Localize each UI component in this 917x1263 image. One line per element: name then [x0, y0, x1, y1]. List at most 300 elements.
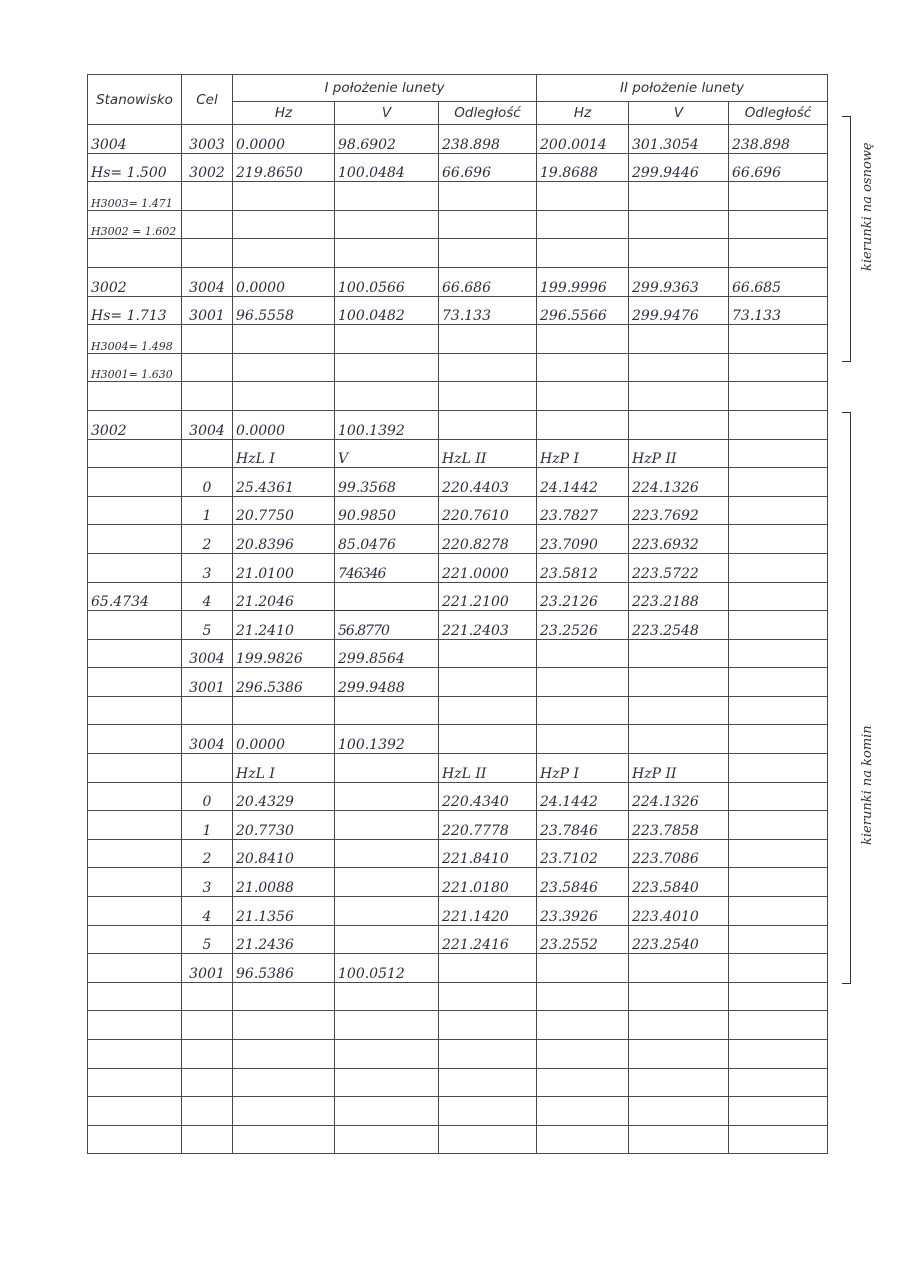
table-cell: HzL II [439, 439, 537, 468]
table-cell [729, 696, 828, 725]
table-row [88, 239, 828, 268]
table-cell [537, 353, 629, 382]
table-row [88, 668, 828, 697]
table-cell [88, 639, 182, 668]
brace-bottom [842, 412, 851, 984]
table-cell [629, 982, 729, 1011]
table-cell: 219.8650 [233, 153, 335, 182]
table-cell [335, 382, 439, 411]
table-cell [182, 1125, 233, 1154]
table-cell [729, 1125, 828, 1154]
table-cell [537, 182, 629, 211]
table-cell [629, 954, 729, 983]
table-row [88, 1125, 828, 1154]
table-cell [537, 1097, 629, 1126]
table-cell [335, 839, 439, 868]
table-cell: 2 [182, 525, 233, 554]
table-cell: 21.0100 [233, 553, 335, 582]
table-cell: 20.7730 [233, 811, 335, 840]
table-cell [182, 1068, 233, 1097]
table-cell [729, 925, 828, 954]
table-cell: 21.2410 [233, 611, 335, 640]
table-cell [729, 839, 828, 868]
table-cell [729, 897, 828, 926]
table-row [88, 496, 828, 525]
table-cell [729, 1068, 828, 1097]
table-cell [439, 325, 537, 354]
table-cell: 3003 [182, 125, 233, 154]
table-row [88, 868, 828, 897]
table-cell [439, 1068, 537, 1097]
table-cell: 3004 [182, 639, 233, 668]
table-cell [729, 982, 828, 1011]
table-cell: 23.2552 [537, 925, 629, 954]
table-cell: 3001 [182, 668, 233, 697]
table-cell [729, 553, 828, 582]
table-cell [629, 639, 729, 668]
table-cell [182, 353, 233, 382]
table-cell: 90.9850 [335, 496, 439, 525]
table-cell: H3003= 1.471 [88, 182, 182, 211]
table-cell [729, 410, 828, 439]
table-cell: HzL II [439, 754, 537, 783]
table-row [88, 125, 828, 154]
table-row [88, 267, 828, 296]
table-cell [729, 954, 828, 983]
table-cell: 23.7827 [537, 496, 629, 525]
table-cell [439, 696, 537, 725]
table-cell [88, 811, 182, 840]
table-cell: 3001 [182, 296, 233, 325]
table-cell: 0.0000 [233, 410, 335, 439]
table-row [88, 1011, 828, 1040]
table-cell: 223.7858 [629, 811, 729, 840]
table-cell [88, 1125, 182, 1154]
table-row [88, 611, 828, 640]
table-cell [537, 1011, 629, 1040]
table-cell: 0 [182, 468, 233, 497]
table-row [88, 210, 828, 239]
table-cell: 5 [182, 925, 233, 954]
table-cell [88, 925, 182, 954]
table-cell [537, 239, 629, 268]
brace-top [842, 116, 851, 362]
table-cell [88, 553, 182, 582]
table-cell: 221.2403 [439, 611, 537, 640]
table-cell: 23.7090 [537, 525, 629, 554]
table-cell: 238.898 [729, 125, 828, 154]
header-cel: Cel [182, 75, 233, 125]
table-row [88, 754, 828, 783]
table-cell [537, 1068, 629, 1097]
table-cell [537, 382, 629, 411]
table-cell: 25.4361 [233, 468, 335, 497]
table-cell [729, 239, 828, 268]
table-cell [537, 1040, 629, 1069]
table-cell: 5 [182, 611, 233, 640]
table-cell: 21.2046 [233, 582, 335, 611]
table-cell [729, 353, 828, 382]
table-cell: 299.9488 [335, 668, 439, 697]
table-cell: HzP II [629, 754, 729, 783]
header-hz-2: Hz [537, 102, 629, 125]
table-cell [88, 668, 182, 697]
table-cell: 23.2526 [537, 611, 629, 640]
table-cell: 296.5386 [233, 668, 335, 697]
table-cell: 299.9446 [629, 153, 729, 182]
table-row [88, 410, 828, 439]
table-cell: H3002 = 1.602 [88, 210, 182, 239]
table-cell: 223.4010 [629, 897, 729, 926]
header-group-1: I położenie lunety [233, 75, 537, 102]
table-cell: 3004 [182, 267, 233, 296]
table-cell [629, 1125, 729, 1154]
table-cell: 223.6932 [629, 525, 729, 554]
table-cell: 2 [182, 839, 233, 868]
table-cell: 299.9363 [629, 267, 729, 296]
table-cell: 100.0482 [335, 296, 439, 325]
table-cell [439, 1011, 537, 1040]
table-cell [88, 954, 182, 983]
table-cell: H3004= 1.498 [88, 325, 182, 354]
table-cell [88, 725, 182, 754]
table-cell: 223.2188 [629, 582, 729, 611]
header-distance-2: Odległość [729, 102, 828, 125]
table-cell [629, 410, 729, 439]
table-cell: 19.8688 [537, 153, 629, 182]
table-cell: 24.1442 [537, 468, 629, 497]
table-cell [629, 353, 729, 382]
table-cell: 3 [182, 868, 233, 897]
table-cell: 223.7692 [629, 496, 729, 525]
table-cell [629, 182, 729, 211]
table-cell [182, 439, 233, 468]
table-cell: 100.0566 [335, 267, 439, 296]
table-cell [439, 410, 537, 439]
table-cell [88, 754, 182, 783]
table-cell [88, 468, 182, 497]
table-cell [537, 639, 629, 668]
table-cell: 20.8396 [233, 525, 335, 554]
table-row [88, 325, 828, 354]
table-cell [88, 1011, 182, 1040]
table-cell: 301.3054 [629, 125, 729, 154]
table-cell [729, 754, 828, 783]
table-cell [629, 696, 729, 725]
table-cell: 98.6902 [335, 125, 439, 154]
table-cell [182, 382, 233, 411]
table-cell [537, 410, 629, 439]
table-cell: 0.0000 [233, 725, 335, 754]
table-cell [233, 982, 335, 1011]
table-cell: 4 [182, 582, 233, 611]
table-cell: 3002 [182, 153, 233, 182]
table-cell [729, 868, 828, 897]
table-cell [233, 210, 335, 239]
table-row [88, 639, 828, 668]
table-row [88, 811, 828, 840]
table-row [88, 839, 828, 868]
table-cell [335, 1125, 439, 1154]
table-cell: 0.0000 [233, 125, 335, 154]
table-cell [335, 925, 439, 954]
table-cell: 1 [182, 811, 233, 840]
table-cell [537, 325, 629, 354]
header-hz-1: Hz [233, 102, 335, 125]
table-cell: 100.1392 [335, 725, 439, 754]
table-cell [629, 1011, 729, 1040]
table-cell [439, 353, 537, 382]
table-cell [729, 639, 828, 668]
table-cell: 96.5386 [233, 954, 335, 983]
table-cell [439, 954, 537, 983]
table-cell [335, 811, 439, 840]
table-cell: 223.2548 [629, 611, 729, 640]
table-cell [439, 210, 537, 239]
table-cell: 3 [182, 553, 233, 582]
table-cell: 220.4403 [439, 468, 537, 497]
table-row [88, 353, 828, 382]
table-cell [335, 1097, 439, 1126]
table-cell: 100.0484 [335, 153, 439, 182]
table-cell: 200.0014 [537, 125, 629, 154]
table-row [88, 782, 828, 811]
table-cell [335, 353, 439, 382]
table-cell [88, 439, 182, 468]
table-cell: 221.0180 [439, 868, 537, 897]
table-cell: 224.1326 [629, 468, 729, 497]
table-cell [629, 1068, 729, 1097]
table-cell: 221.2100 [439, 582, 537, 611]
table-cell: 100.1392 [335, 410, 439, 439]
table-cell [729, 1097, 828, 1126]
table-cell: 99.3568 [335, 468, 439, 497]
table-cell [537, 1125, 629, 1154]
table-cell: 221.1420 [439, 897, 537, 926]
table-row [88, 182, 828, 211]
table-cell [729, 611, 828, 640]
table-cell [182, 182, 233, 211]
table-cell [729, 210, 828, 239]
header-group-2: II położenie lunety [537, 75, 828, 102]
table-row [88, 954, 828, 983]
table-cell [439, 1125, 537, 1154]
table-cell: 56.8770 [335, 611, 439, 640]
table-cell [729, 582, 828, 611]
table-cell: 24.1442 [537, 782, 629, 811]
table-cell [88, 1068, 182, 1097]
table-cell [335, 582, 439, 611]
table-cell [335, 1011, 439, 1040]
table-cell: Hs= 1.500 [88, 153, 182, 182]
table-cell: 4 [182, 897, 233, 926]
table-cell [729, 782, 828, 811]
table-cell: 23.7846 [537, 811, 629, 840]
table-cell [182, 982, 233, 1011]
table-cell [335, 1068, 439, 1097]
table-cell [439, 639, 537, 668]
table-cell [335, 982, 439, 1011]
table-cell [88, 839, 182, 868]
table-cell [629, 239, 729, 268]
table-row [88, 1068, 828, 1097]
side-note-top: kierunki na osnowę [860, 142, 875, 272]
table-row [88, 925, 828, 954]
table-cell: 20.4329 [233, 782, 335, 811]
table-cell [88, 868, 182, 897]
table-cell [182, 1011, 233, 1040]
header-stanowisko: Stanowisko [88, 75, 182, 125]
table-row [88, 1040, 828, 1069]
table-row [88, 897, 828, 926]
table-cell [233, 1068, 335, 1097]
table-cell: 23.3926 [537, 897, 629, 926]
table-cell [233, 1097, 335, 1126]
table-cell [335, 182, 439, 211]
table-cell: 3002 [88, 410, 182, 439]
table-row [88, 296, 828, 325]
table-cell [439, 668, 537, 697]
table-cell [233, 1125, 335, 1154]
table-cell [537, 725, 629, 754]
table-cell: 220.7778 [439, 811, 537, 840]
table-cell [537, 696, 629, 725]
table-cell [729, 182, 828, 211]
table-cell [335, 868, 439, 897]
table-cell [233, 325, 335, 354]
table-cell: 66.685 [729, 267, 828, 296]
table-cell: V [335, 439, 439, 468]
table-cell: 223.5722 [629, 553, 729, 582]
table-cell: HzP I [537, 754, 629, 783]
table-cell [729, 496, 828, 525]
table-cell [233, 239, 335, 268]
table-cell [729, 325, 828, 354]
table-cell [729, 811, 828, 840]
table-cell: 20.8410 [233, 839, 335, 868]
table-cell: 23.7102 [537, 839, 629, 868]
table-cell: 100.0512 [335, 954, 439, 983]
table-cell: 0 [182, 782, 233, 811]
table-cell: 223.7086 [629, 839, 729, 868]
table-cell [182, 210, 233, 239]
table-cell [629, 325, 729, 354]
table-cell: 220.7610 [439, 496, 537, 525]
table-row [88, 982, 828, 1011]
table-cell [233, 182, 335, 211]
table-cell: 23.5812 [537, 553, 629, 582]
table-cell: 299.9476 [629, 296, 729, 325]
table-cell [335, 239, 439, 268]
table-cell: 0.0000 [233, 267, 335, 296]
table-row [88, 153, 828, 182]
table-cell [182, 754, 233, 783]
table-cell: 221.2416 [439, 925, 537, 954]
table-cell: 23.5846 [537, 868, 629, 897]
table-cell [729, 439, 828, 468]
table-cell [729, 468, 828, 497]
table-cell [729, 382, 828, 411]
table-cell: 21.2436 [233, 925, 335, 954]
table-cell [233, 696, 335, 725]
table-cell [335, 897, 439, 926]
table-cell [335, 754, 439, 783]
table-cell: 299.8564 [335, 639, 439, 668]
table-cell [233, 1011, 335, 1040]
table-cell [439, 382, 537, 411]
table-cell [439, 182, 537, 211]
table-cell [439, 239, 537, 268]
table-cell [729, 668, 828, 697]
table-cell [88, 239, 182, 268]
table-cell: 221.0000 [439, 553, 537, 582]
table-cell [88, 382, 182, 411]
table-cell [233, 353, 335, 382]
table-cell [629, 382, 729, 411]
table-cell: 65.4734 [88, 582, 182, 611]
table-cell [537, 954, 629, 983]
table-cell [335, 1040, 439, 1069]
table-cell: 220.4340 [439, 782, 537, 811]
table-cell: 3002 [88, 267, 182, 296]
table-cell [233, 1040, 335, 1069]
table-cell: 224.1326 [629, 782, 729, 811]
table-cell: 199.9826 [233, 639, 335, 668]
table-cell: 66.696 [729, 153, 828, 182]
table-cell: 85.0476 [335, 525, 439, 554]
header-v-1: V [335, 102, 439, 125]
table-cell [88, 1097, 182, 1126]
table-cell [335, 696, 439, 725]
table-cell [182, 325, 233, 354]
table-cell: 20.7750 [233, 496, 335, 525]
table-row [88, 382, 828, 411]
table-row [88, 725, 828, 754]
table-cell: HzL I [233, 754, 335, 783]
observation-table [87, 74, 828, 1154]
table-cell: 296.5566 [537, 296, 629, 325]
table-cell: HzP II [629, 439, 729, 468]
table-cell: 23.2126 [537, 582, 629, 611]
table-cell [729, 1011, 828, 1040]
table-cell [182, 239, 233, 268]
table-cell [182, 1097, 233, 1126]
table-cell [729, 525, 828, 554]
table-cell [88, 525, 182, 554]
table-cell: 223.2540 [629, 925, 729, 954]
header-v-2: V [629, 102, 729, 125]
table-cell [629, 1040, 729, 1069]
table-cell: 73.133 [439, 296, 537, 325]
table-cell: 221.8410 [439, 839, 537, 868]
table-cell [439, 725, 537, 754]
table-cell [629, 1097, 729, 1126]
table-cell [88, 496, 182, 525]
table-cell: 746346 [335, 553, 439, 582]
table-cell: 223.5840 [629, 868, 729, 897]
table-row [88, 439, 828, 468]
table-cell: HzP I [537, 439, 629, 468]
table-cell [335, 325, 439, 354]
table-cell: Hs= 1.713 [88, 296, 182, 325]
table-cell: 199.9996 [537, 267, 629, 296]
table-cell: 66.696 [439, 153, 537, 182]
table-cell [88, 897, 182, 926]
table-cell [629, 725, 729, 754]
table-cell: 220.8278 [439, 525, 537, 554]
table-cell: H3001= 1.630 [88, 353, 182, 382]
table-cell: 3001 [182, 954, 233, 983]
